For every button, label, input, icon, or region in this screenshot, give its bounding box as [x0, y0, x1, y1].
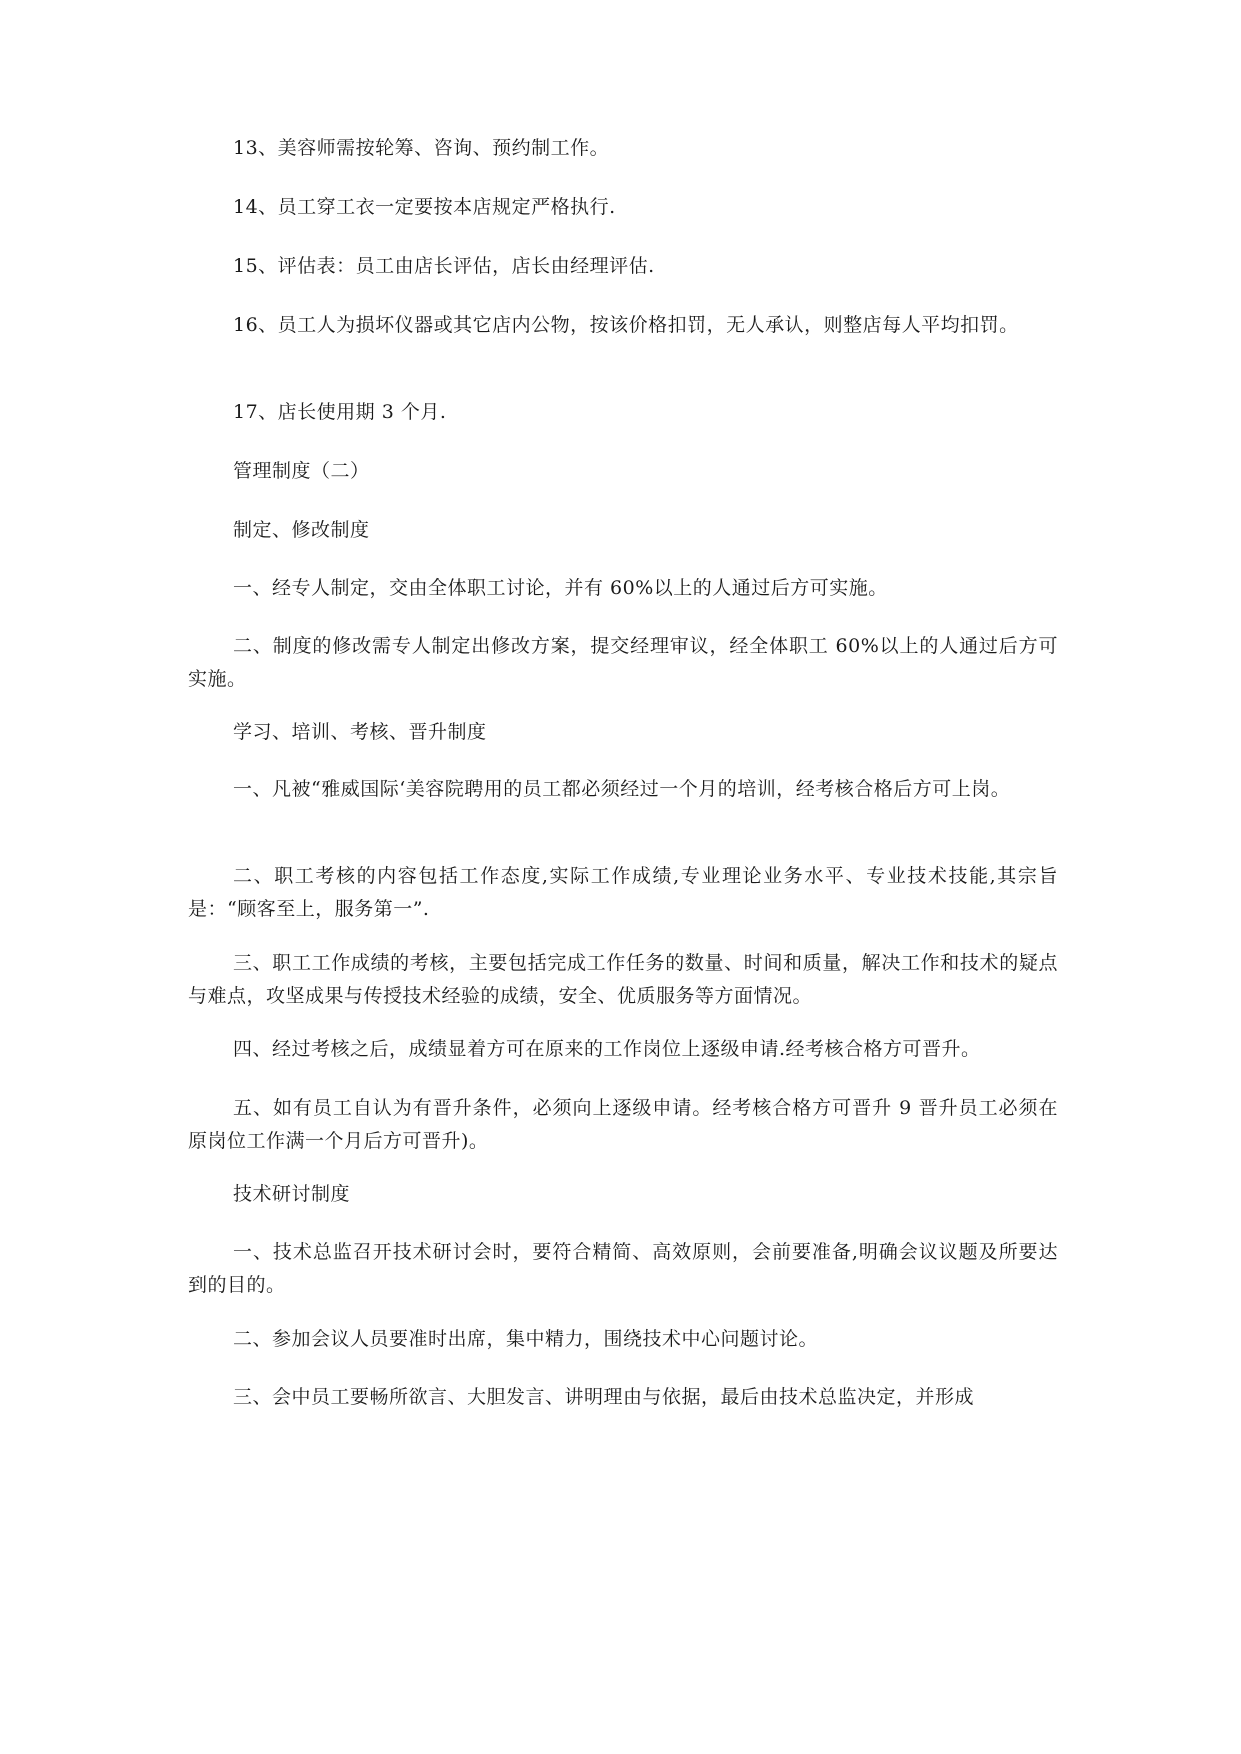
training-item-4: 四、经过考核之后，成绩显着方可在原来的工作岗位上逐级申请.经考核合格方可晋升。: [233, 1038, 981, 1060]
subheading-formulate-revise: 制定、修改制度: [233, 519, 370, 541]
subheading-training: 学习、培训、考核、晋升制度: [233, 721, 487, 743]
subheading-tech-seminar: 技术研讨制度: [233, 1183, 351, 1205]
section-heading-management: 管理制度（二）: [233, 460, 370, 482]
rule-14: 14、员工穿工衣一定要按本店规定严格执行.: [233, 196, 616, 218]
rule-13: 13、美容师需按轮筹、咨询、预约制工作。: [233, 137, 610, 159]
training-item-3: 三、职工工作成绩的考核，主要包括完成工作任务的数量、时间和质量，解决工作和技术的疑点与难点，攻坚成果与传授技术经验的成绩，安全、优质服务等方面情况。: [188, 952, 1058, 1007]
rule-15: 15、评估表：员工由店长评估，店长由经理评估.: [233, 255, 655, 277]
formulate-item-2: 二、制度的修改需专人制定出修改方案，提交经理审议，经全体职工 60%以上的人通过后方可实施。: [188, 635, 1058, 690]
formulate-item-1: 一、经专人制定，交由全体职工讨论，并有 60%以上的人通过后方可实施。: [233, 577, 888, 599]
rule-17: 17、店长使用期 3 个月.: [233, 401, 447, 423]
rule-16: 16、员工人为损坏仪器或其它店内公物，按该价格扣罚，无人承认，则整店每人平均扣罚。: [233, 314, 1019, 336]
training-item-1: 一、凡被“雅威国际‘美容院聘用的员工都必须经过一个月的培训，经考核合格后方可上岗。: [233, 778, 1011, 800]
seminar-item-2: 二、参加会议人员要准时出席，集中精力，围绕技术中心问题讨论。: [233, 1328, 819, 1350]
seminar-item-1: 一、技术总监召开技术研讨会时，要符合精简、高效原则，会前要准备,明确会议议题及所要达到的目的。: [188, 1241, 1058, 1296]
training-item-2: 二、职工考核的内容包括工作态度,实际工作成绩,专业理论业务水平、专业技术技能,其宗旨是：“顾客至上，服务第一”.: [188, 865, 1058, 920]
seminar-item-3: 三、会中员工要畅所欲言、大胆发言、讲明理由与依据，最后由技术总监决定，并形成: [233, 1386, 975, 1408]
training-item-5: 五、如有员工自认为有晋升条件，必须向上逐级申请。经考核合格方可晋升 9 晋升员工必须在原岗位工作满一个月后方可晋升)。: [188, 1097, 1058, 1152]
